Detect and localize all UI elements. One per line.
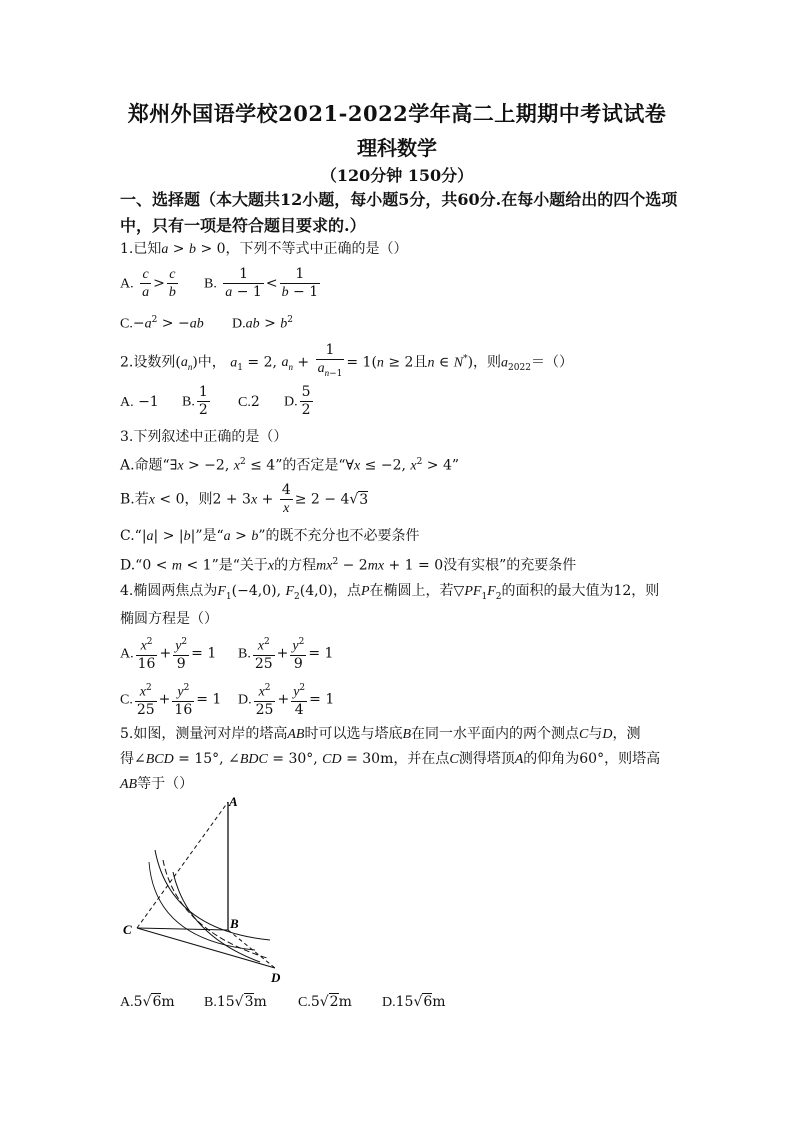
question-1-stem: 1.已知a > b > 0，下列不等式中正确的是（） bbox=[120, 241, 408, 257]
q4-option-c[interactable]: C. $\frac{x^2}{25}$ + $\frac{y^2}{16}$ = 1 bbox=[120, 680, 221, 719]
q2-option-b[interactable]: B. $\frac{1}{2}$ bbox=[182, 384, 208, 418]
line-bd bbox=[228, 930, 275, 968]
line-cd bbox=[137, 928, 275, 968]
question-2-stem: 2.设数列$(a_n)$中， $a_1 = 2$, $a_n$ + $\frac{1}{a_{n-1}}$ = 1(n ≥ 2且n ∈ N*)，则$a_{2022}=()$ bbox=[120, 342, 573, 379]
q1-option-d[interactable]: $D.ab > b^2$ bbox=[232, 315, 293, 332]
q4-option-d[interactable]: D. $\frac{x^2}{25}$ + $\frac{y^2}{4}$ = 1 bbox=[238, 680, 334, 719]
river-bank-4 bbox=[149, 862, 255, 950]
exam-title: 郑州外国语学校2021-2022学年高二上期期中考试试卷 bbox=[127, 101, 667, 126]
q1-option-b[interactable]: B. $\frac{1}{a - 1}$ < $\frac{1}{b - 1}$ bbox=[204, 266, 319, 300]
q3-option-d[interactable]: D.“0 < m < 1”是“关于x的方程$mx^2 - 2mx + 1 = 0$没有实根”的充要条件 bbox=[120, 557, 577, 574]
q3-option-a[interactable]: A.命题“∃x > −2, $x^2 \le 4$”的否定是“∀x ≤ −2, $x^2 > 4$” bbox=[120, 457, 460, 474]
question-5-stem: 5.如图，测量河对岸的塔高AB时可以选与塔底B在同一水平面内的两个测点C与D，测 得∠BCD = 15°, ∠BDC = 30°, CD = 30m，并在点C测得塔顶A的仰角为60°，则塔高 AB等于（） bbox=[120, 726, 661, 792]
q2-option-c[interactable]: C.2 bbox=[238, 394, 260, 410]
line-cb bbox=[137, 928, 228, 930]
question-3-stem: 3.下列叙述中正确的是（） bbox=[120, 429, 288, 445]
q5-option-a[interactable]: A.5√6m bbox=[120, 994, 175, 1010]
q3-option-b[interactable]: B.若x < 0，则2 + 3x + $\frac{4}{x}$ ≥ 2 − 4√3 bbox=[120, 482, 369, 516]
q5-option-c[interactable]: C.5√2m bbox=[298, 994, 352, 1010]
label-b: B bbox=[230, 916, 239, 931]
q5-option-d[interactable]: D.15√6m bbox=[382, 994, 446, 1010]
q2-option-a[interactable]: A. −1 bbox=[120, 394, 159, 410]
tower-figure bbox=[115, 790, 285, 990]
label-d: D bbox=[271, 970, 281, 985]
exam-time-score: （120分钟 150分） bbox=[320, 166, 474, 185]
exam-subject: 理科数学 bbox=[357, 136, 437, 160]
label-c: C bbox=[123, 922, 132, 937]
q4-option-b[interactable]: B. $\frac{x^2}{25}$ + $\frac{y^2}{9}$ = 1 bbox=[238, 634, 333, 673]
river-bank-3 bbox=[173, 872, 260, 962]
q2-option-d[interactable]: D. $\frac{5}{2}$ bbox=[284, 384, 311, 418]
question-4-stem: 4.椭圆两焦点为$F_1(-4,0)$, $F_2(4,0)$，点P在椭圆上，若$▽PF_1F_2$的面积的最大值为12，则 椭圆方程是（） bbox=[120, 583, 660, 627]
line-ca bbox=[137, 802, 228, 928]
q4-option-a[interactable]: A. $\frac{x^2}{16}$ + $\frac{y^2}{9}$ = 1 bbox=[120, 634, 216, 673]
river-bank-2 bbox=[163, 860, 267, 958]
q1-option-c[interactable]: $C.-a^2 > -ab$ bbox=[120, 315, 204, 332]
label-a: A bbox=[229, 794, 238, 809]
river-bank-1 bbox=[155, 850, 270, 940]
section-heading: 一、选择题（本大题共12小题，每小题5分，共60分.在每小题给出的四个选项 中，只有一项是符合题目要求的.） bbox=[120, 190, 678, 235]
q3-option-c[interactable]: C.“|a| > |b|”是“a > b”的既不充分也不必要条件 bbox=[120, 528, 420, 544]
q1-option-a[interactable]: A. $\frac{c}{a}$ > $\frac{c}{b}$ bbox=[120, 267, 176, 300]
q5-option-b[interactable]: B.15√3m bbox=[204, 994, 267, 1010]
